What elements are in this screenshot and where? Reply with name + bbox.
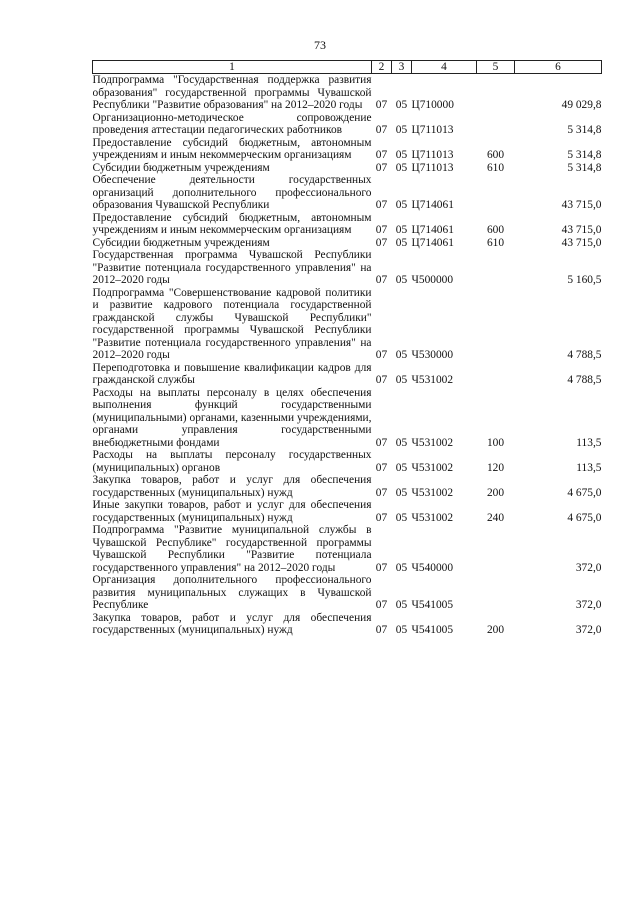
row-name: Расходы на выплаты персоналу государственных (муниципальных) органов: [92, 449, 372, 474]
header-col-3: 3: [392, 61, 412, 74]
row-target-article: Ч540000: [411, 561, 454, 574]
row-section: 07: [375, 486, 388, 499]
row-section: 07: [375, 436, 388, 449]
row-subsection: 05: [395, 624, 408, 636]
row-target-article: Ц711013: [411, 124, 454, 136]
budget-table: [92, 60, 602, 637]
row-subsection: 05: [395, 124, 408, 136]
row-expense-type: [477, 574, 515, 612]
row-expense-type: 600: [486, 149, 505, 161]
table-row: [93, 524, 602, 574]
row-section: 07: [375, 599, 388, 611]
row-subsection: 05: [395, 199, 408, 211]
row-target-article: Ц714061: [411, 199, 454, 211]
row-name: Субсидии бюджетным учреждениям: [92, 236, 270, 249]
row-name: Предоставление субсидий бюджетным, автономным учреждениям и иным некоммерческим организациям: [92, 211, 372, 236]
row-subsection: 05: [395, 374, 408, 386]
row-section: 07: [375, 274, 388, 286]
table-row: [93, 574, 602, 612]
row-section: 07: [375, 149, 388, 161]
table-row: [93, 474, 602, 499]
row-target-article: Ч500000: [411, 274, 454, 286]
row-name: Предоставление субсидий бюджетным, автономным учреждениям и иным некоммерческим организациям: [92, 136, 372, 161]
row-name: Закупка товаров, работ и услуг для обеспечения государственных (муниципальных) нужд: [92, 474, 372, 499]
table-body: [93, 74, 602, 637]
row-expense-type: 610: [486, 161, 505, 174]
row-expense-type: [477, 174, 515, 212]
row-section: 07: [375, 124, 388, 136]
row-target-article: Ч530000: [411, 349, 454, 361]
row-amount: 4 675,0: [567, 511, 602, 524]
row-subsection: 05: [395, 349, 408, 361]
row-target-article: Ч531002: [411, 436, 454, 449]
row-amount: 5 314,8: [567, 161, 602, 174]
row-name: Обеспечение деятельности государственных организаций дополнительного профессионального образования Чувашской Республики: [92, 174, 372, 211]
header-col-2: 2: [372, 61, 392, 74]
row-target-article: Ч541005: [411, 599, 454, 611]
row-section: 07: [375, 461, 388, 474]
row-target-article: Ц710000: [411, 99, 454, 111]
row-name: Расходы на выплаты персоналу в целях обеспечения выполнения функций государственными (муниципальными) органами, казенными учреждениями, органами управления государственными внебюджетными фондами: [92, 386, 372, 449]
table-row: [93, 287, 602, 362]
row-section: 07: [375, 349, 388, 361]
table-row: [93, 137, 602, 162]
row-section: 07: [375, 236, 388, 249]
row-expense-type: 610: [486, 236, 505, 249]
row-expense-type: [477, 287, 515, 362]
table-row: [93, 387, 602, 450]
row-section: 07: [375, 561, 388, 574]
row-expense-type: 240: [486, 511, 505, 524]
row-section: 07: [375, 199, 388, 211]
header-row: [93, 61, 602, 74]
row-expense-type: 200: [486, 486, 505, 499]
table-row: [93, 449, 602, 474]
row-name: Переподготовка и повышение квалификации кадров для гражданской службы: [92, 361, 372, 386]
row-name: Организационно-методическое сопровождение проведения аттестации педагогических работников: [92, 111, 372, 136]
row-section: 07: [375, 511, 388, 524]
table-row: [93, 612, 602, 637]
row-section: 07: [375, 99, 388, 111]
row-amount: 113,5: [576, 436, 602, 449]
row-amount: 5 314,8: [567, 149, 602, 161]
row-target-article: Ц711013: [411, 149, 454, 161]
table-row: [93, 499, 602, 524]
row-target-article: Ч531002: [411, 374, 454, 386]
row-expense-type: [477, 362, 515, 387]
row-subsection: 05: [395, 599, 408, 611]
row-amount: 49 029,8: [561, 99, 602, 111]
row-expense-type: 100: [486, 436, 505, 449]
row-target-article: Ц711013: [411, 161, 454, 174]
row-subsection: 05: [395, 461, 408, 474]
row-amount: 43 715,0: [561, 224, 602, 236]
row-amount: 113,5: [576, 461, 602, 474]
row-name: Субсидии бюджетным учреждениям: [92, 161, 270, 174]
row-expense-type: 200: [486, 624, 505, 636]
row-subsection: 05: [395, 561, 408, 574]
row-section: 07: [375, 374, 388, 386]
row-target-article: Ч541005: [411, 624, 454, 636]
row-name: Подпрограмма "Государственная поддержка развития образования" государственной программы Чувашской Республики "Развитие образования" на 2012–2020 годы: [92, 74, 372, 111]
row-subsection: 05: [395, 511, 408, 524]
row-subsection: 05: [395, 99, 408, 111]
row-subsection: 05: [395, 436, 408, 449]
row-subsection: 05: [395, 224, 408, 236]
row-target-article: Ц714061: [411, 224, 454, 236]
table-row: [93, 174, 602, 212]
header-col-1: 1: [93, 61, 372, 74]
header-col-6: 6: [515, 61, 602, 74]
row-expense-type: 600: [486, 224, 505, 236]
row-amount: 5 160,5: [567, 274, 602, 286]
row-target-article: Ч531002: [411, 461, 454, 474]
table-row: [93, 249, 602, 287]
row-subsection: 05: [395, 274, 408, 286]
row-name: Иные закупки товаров, работ и услуг для обеспечения государственных (муниципальных) нужд: [92, 499, 372, 524]
row-expense-type: [477, 74, 515, 112]
row-name: Государственная программа Чувашской Республики "Развитие потенциала государственного управления" на 2012–2020 годы: [92, 249, 372, 286]
row-expense-type: [477, 524, 515, 574]
header-col-5: 5: [477, 61, 515, 74]
row-name: Закупка товаров, работ и услуг для обеспечения государственных (муниципальных) нужд: [92, 611, 372, 636]
row-name: Подпрограмма "Развитие муниципальной службы в Чувашской Республике" государственной программы Чувашской Республики "Развитие потенциала государственного управления" на 2012–2020 годы: [92, 524, 372, 574]
row-amount: 4 788,5: [567, 374, 602, 386]
row-name: Подпрограмма "Совершенствование кадровой политики и развитие кадрового потенциала государственной гражданской службы Чувашской Республики" государственной программы Чувашской Республики "Развитие потенциала государственного управления" на 2012–2020 годы: [92, 286, 372, 361]
row-name: Организация дополнительного профессионального развития муниципальных служащих в Чувашской Республике: [92, 574, 372, 611]
row-subsection: 05: [395, 486, 408, 499]
row-amount: 43 715,0: [561, 236, 602, 249]
row-target-article: Ч531002: [411, 511, 454, 524]
table-row: [93, 212, 602, 237]
row-expense-type: [477, 112, 515, 137]
row-target-article: Ц714061: [411, 236, 454, 249]
table-row: [93, 237, 602, 250]
row-amount: 372,0: [575, 599, 602, 611]
row-expense-type: 120: [486, 461, 505, 474]
row-amount: 43 715,0: [561, 199, 602, 211]
row-section: 07: [375, 224, 388, 236]
table-row: [93, 74, 602, 112]
row-amount: 5 314,8: [567, 124, 602, 136]
row-section: 07: [375, 161, 388, 174]
header-col-4: 4: [412, 61, 477, 74]
row-amount: 4 675,0: [567, 486, 602, 499]
row-section: 07: [375, 624, 388, 636]
row-target-article: Ч531002: [411, 486, 454, 499]
row-expense-type: [477, 249, 515, 287]
row-subsection: 05: [395, 161, 408, 174]
row-amount: 4 788,5: [567, 349, 602, 361]
row-amount: 372,0: [575, 624, 602, 636]
table-row: [93, 362, 602, 387]
table-row: [93, 162, 602, 175]
row-subsection: 05: [395, 236, 408, 249]
row-amount: 372,0: [575, 561, 602, 574]
page-number: 73: [314, 38, 326, 52]
table-row: [93, 112, 602, 137]
row-subsection: 05: [395, 149, 408, 161]
